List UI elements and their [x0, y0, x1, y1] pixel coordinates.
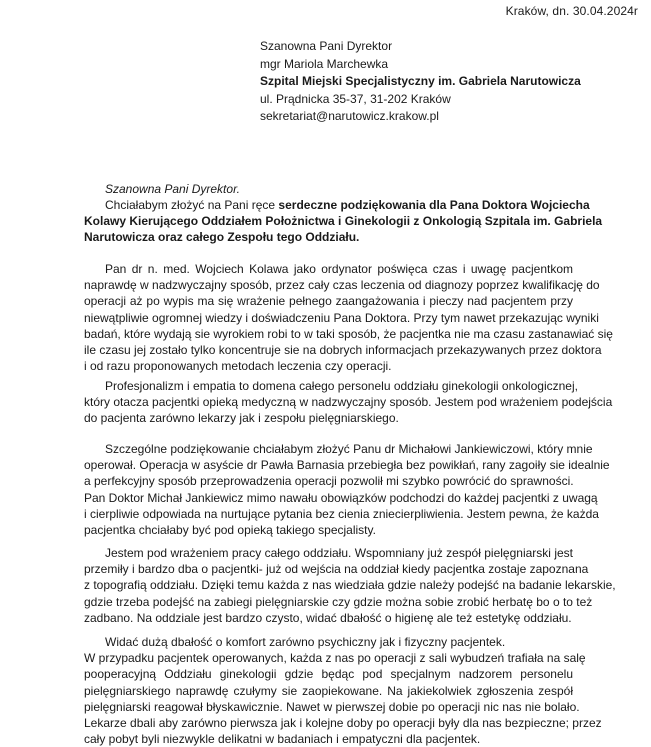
paragraph-line: pooperacyjną Oddziału ginekologii gdzie będąc pod specjalnym nadzorem personelu — [84, 667, 573, 682]
paragraph-line: a perfekcyjny sposób przeprowadzenia operacji pozwolił mi szybko powrócić do sprawności. — [84, 474, 574, 489]
paragraph-ward — [84, 545, 616, 626]
salutation: Szanowna Pani Dyrektor. — [105, 182, 240, 196]
paragraph-line: Kolawy Kierującego Oddziałem Położnictwa i Ginekologii z Onkologią Szpitala im. Gabriela — [84, 214, 603, 229]
paragraph-comfort — [84, 634, 602, 747]
paragraph-line: badań, które wydają sie wyrokiem robi to w taki sposób, że pacjentka nie ma czasu zastanawiać się — [84, 326, 613, 341]
recipient-title: Szanowna Pani Dyrektor — [260, 39, 393, 53]
paragraph-text: Chciałabym złożyć na Pani ręce — [105, 198, 279, 212]
paragraph-line: pacjentka chciałaby być pod opieką takiego specjalisty. — [84, 523, 376, 538]
paragraph-line: z topografią oddziału. Dzięki temu każda z nas wiedziała gdzie należy podejść na badanie lekarskie, — [84, 578, 616, 593]
paragraph-head-physician — [84, 261, 613, 374]
paragraph-bold-text: serdeczne podziękowania dla Pana Doktora Wojciecha — [278, 198, 590, 212]
paragraph-line: Profesjonalizm i empatia to domena całego personelu oddziału ginekologii onkologicznej, — [105, 379, 578, 393]
paragraph-line: który otacza pacjentki opieką medyczną w nadzwyczajny sposób. Jestem pod wrażeniem podejścia — [84, 395, 613, 410]
paragraph-line: i cierpliwie odpowiada na nurtujące pytania bez cienia zniecierpliwienia. Jestem pewna, że każda — [84, 506, 599, 521]
paragraph-line: Pan dr n. med. Wojciech Kolawa jako ordynator poświęca czas i uwagę pacjentkom — [105, 262, 573, 276]
recipient-street: ul. Prądnicka 35-37, 31-202 Kraków — [260, 91, 451, 106]
paragraph-line: cały pobyt byli niezwykle delikatni w badaniach i empatyczni dla pacjentek. — [84, 732, 481, 747]
paragraph-line: niewątpliwie ogromnej wiedzy i doświadczeniu Pana Doktora. Przy tym nawet przekazując wyniki — [84, 310, 599, 325]
paragraph-thanks — [84, 197, 603, 246]
paragraph-line: Jestem pod wrażeniem pracy całego oddziału. Wspomniany już zespół pielęgniarski jest — [105, 546, 573, 560]
recipient-email: sekretariat@narutowicz.krakow.pl — [260, 109, 439, 123]
paragraph-line: Pan Doktor Michał Jankiewicz mimo nawału obowiązków podchodzi do każdej pacjentki z uwagą — [84, 490, 598, 505]
recipient-name: mgr Mariola Marchewka — [260, 56, 389, 71]
paragraph-line: Narutowicza oraz całego Zespołu tego Oddziału. — [84, 230, 360, 245]
paragraph-line: gdzie trzeba podejść na zabiegi pielęgniarskie czy gdzie można sobie zrobić herbatę bo o to też — [84, 594, 593, 609]
paragraph-line: Lekarze dbali aby zarówno pierwsza jak i kolejne doby po operacji były dla nas bezpieczne; przez — [84, 716, 602, 731]
paragraph-line: i od razu proponowanych metodach leczenia czy operacji. — [84, 359, 392, 374]
letter-date: Kraków, dn. 30.04.2024r — [505, 4, 638, 18]
paragraph-line: pielęgniarskiego naprawdę czułymy sie zaopiekowane. Na jakiekolwiek zgłoszenia zespół — [84, 683, 573, 698]
paragraph-line: Widać dużą dbałość o komfort zarówno psychiczny jak i fizyczny pacjentek. — [105, 635, 506, 649]
paragraph-line — [84, 197, 590, 213]
paragraph-line: do pacjenta zarówno lekarzy jak i zespołu pielęgniarskiego. — [84, 411, 399, 426]
recipient-address — [260, 38, 581, 126]
paragraph-surgeon — [84, 441, 610, 538]
paragraph-professionalism — [84, 378, 613, 427]
paragraph-line: ile czasu jej zostało tylko koncentruje sie na dobrych informacjach przekazywanych przez doktora — [84, 343, 602, 358]
paragraph-line: naprawdę w nadzwyczajny sposób, przez cały czas leczenia od diagnozy poprzez kwalifikację do — [84, 278, 600, 293]
paragraph-line: zadbano. Na oddziale jest bardzo czysto, widać dbałość o higienę ale też estetykę oddziału. — [84, 610, 572, 625]
paragraph-line: W przypadku pacjentek operowanych, każda z nas po operacji z sali wybudzeń trafiała na salę — [84, 651, 586, 666]
paragraph-line: przemiły i bardzo dba o pacjentki- już od wejścia na oddział kiedy pacjentka zostaje zapoznana — [84, 562, 589, 577]
paragraph-line: operował. Operacja w asyście dr Pawła Barnasia przebiegła bez powikłań, rany zagoiły sie idealnie — [84, 458, 610, 473]
recipient-institution: Szpital Miejski Specjalistyczny im. Gabriela Narutowicza — [260, 74, 581, 88]
paragraph-line: pielęgniarski reagował błyskawicznie. Nawet w pierwszej dobie po operacji nic nas nie bolało. — [84, 699, 580, 714]
paragraph-line: Szczególne podziękowanie chciałabym złożyć Panu dr Michałowi Jankiewiczowi, który mnie — [105, 442, 593, 456]
paragraph-line: operacji aż po wypis ma się wrażenie pełnego zaangażowania i pieczy nad pacjentem przy — [84, 294, 573, 309]
